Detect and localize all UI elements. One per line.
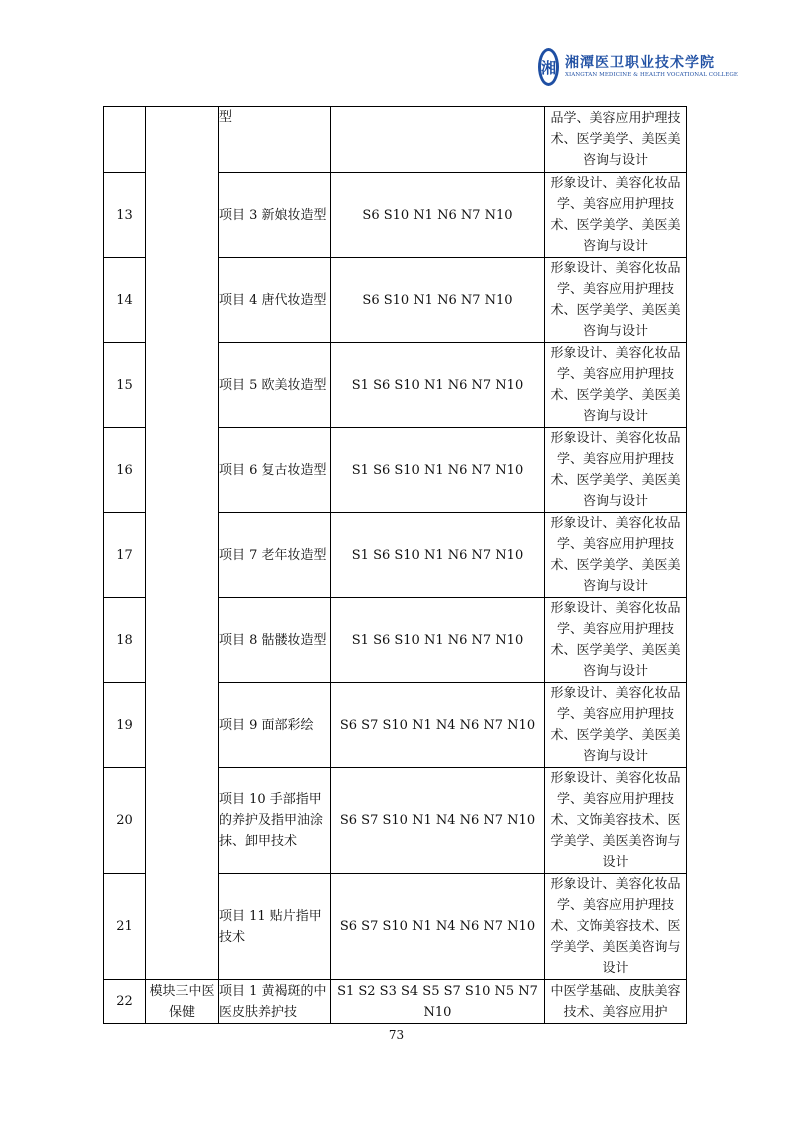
project-name: 项目 11 贴片指甲技术 xyxy=(219,874,331,980)
project-name: 项目 1 黄褐斑的中医皮肤养护技 xyxy=(219,980,331,1024)
row-number: 19 xyxy=(104,683,146,768)
skill-codes: S6 S7 S10 N1 N4 N6 N7 N10 xyxy=(331,683,545,768)
page-number: 73 xyxy=(388,1028,405,1042)
seal-glyph: 湘 xyxy=(541,58,557,77)
row-number: 15 xyxy=(104,343,146,428)
row-number: 21 xyxy=(104,874,146,980)
skill-codes xyxy=(331,107,545,173)
related-courses: 形象设计、美容化妆品学、美容应用护理技术、医学美学、美医美咨询与设计 xyxy=(545,683,687,768)
related-courses: 形象设计、美容化妆品学、美容应用护理技术、文饰美容技术、医学美学、美医美咨询与设计 xyxy=(545,768,687,874)
row-number: 17 xyxy=(104,513,146,598)
project-name: 项目 9 面部彩绘 xyxy=(219,683,331,768)
college-seal-icon xyxy=(538,48,559,86)
table-row xyxy=(104,980,687,1024)
related-courses: 形象设计、美容化妆品学、美容应用护理技术、文饰美容技术、医学美学、美医美咨询与设计 xyxy=(545,874,687,980)
related-courses: 形象设计、美容化妆品学、美容应用护理技术、医学美学、美医美咨询与设计 xyxy=(545,258,687,343)
skill-codes: S6 S7 S10 N1 N4 N6 N7 N10 xyxy=(331,768,545,874)
college-logo xyxy=(538,44,738,90)
curriculum-table xyxy=(103,106,687,1024)
college-name-cn: 湘潭医卫职业技术学院 xyxy=(565,54,716,71)
project-name: 项目 10 手部指甲的养护及指甲油涂抹、卸甲技术 xyxy=(219,768,331,874)
college-name-en: XIANGTAN MEDICINE & HEALTH VOCATIONAL COLLEGE xyxy=(565,71,738,78)
skill-codes: S1 S2 S3 S4 S5 S7 S10 N5 N7 N10 xyxy=(331,980,545,1024)
related-courses: 形象设计、美容化妆品学、美容应用护理技术、医学美学、美医美咨询与设计 xyxy=(545,513,687,598)
module-name: 模块三中医保健 xyxy=(146,980,219,1024)
skill-codes: S1 S6 S10 N1 N6 N7 N10 xyxy=(331,513,545,598)
row-number: 14 xyxy=(104,258,146,343)
row-number: 13 xyxy=(104,173,146,258)
skill-codes: S1 S6 S10 N1 N6 N7 N10 xyxy=(331,598,545,683)
project-name: 项目 3 新娘妆造型 xyxy=(219,173,331,258)
project-name: 型 xyxy=(219,107,331,173)
row-number: 16 xyxy=(104,428,146,513)
row-number: 18 xyxy=(104,598,146,683)
related-courses: 形象设计、美容化妆品学、美容应用护理技术、医学美学、美医美咨询与设计 xyxy=(545,598,687,683)
row-number: 20 xyxy=(104,768,146,874)
skill-codes: S1 S6 S10 N1 N6 N7 N10 xyxy=(331,428,545,513)
skill-codes: S6 S7 S10 N1 N4 N6 N7 N10 xyxy=(331,874,545,980)
related-courses: 中医学基础、皮肤美容技术、美容应用护 xyxy=(545,980,687,1024)
related-courses: 形象设计、美容化妆品学、美容应用护理技术、医学美学、美医美咨询与设计 xyxy=(545,428,687,513)
project-name: 项目 5 欧美妆造型 xyxy=(219,343,331,428)
row-number: 22 xyxy=(104,980,146,1024)
related-courses: 形象设计、美容化妆品学、美容应用护理技术、医学美学、美医美咨询与设计 xyxy=(545,343,687,428)
project-name: 项目 8 骷髅妆造型 xyxy=(219,598,331,683)
related-courses: 品学、美容应用护理技术、医学美学、美医美咨询与设计 xyxy=(545,107,687,173)
table-row xyxy=(104,107,687,173)
project-name: 项目 6 复古妆造型 xyxy=(219,428,331,513)
project-name: 项目 7 老年妆造型 xyxy=(219,513,331,598)
skill-codes: S1 S6 S10 N1 N6 N7 N10 xyxy=(331,343,545,428)
college-name xyxy=(565,56,738,79)
project-name: 项目 4 唐代妆造型 xyxy=(219,258,331,343)
skill-codes: S6 S10 N1 N6 N7 N10 xyxy=(331,258,545,343)
module-cell xyxy=(146,107,219,980)
row-number xyxy=(104,107,146,173)
related-courses: 形象设计、美容化妆品学、美容应用护理技术、医学美学、美医美咨询与设计 xyxy=(545,173,687,258)
skill-codes: S6 S10 N1 N6 N7 N10 xyxy=(331,173,545,258)
